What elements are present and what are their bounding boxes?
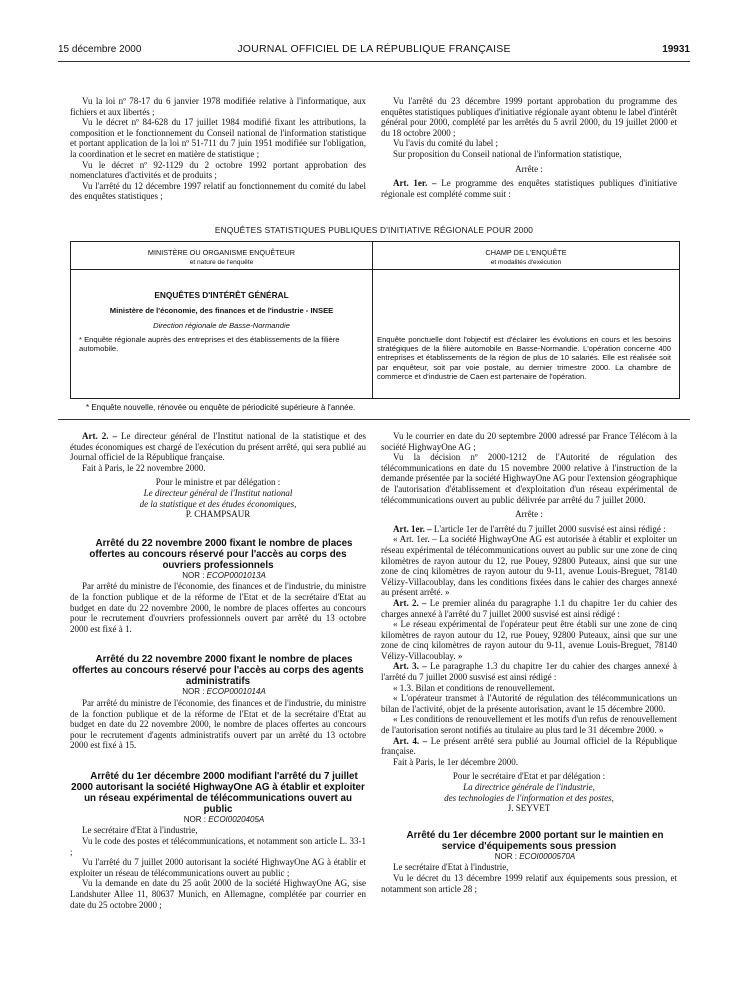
- nor-reference: NOR : ECOP0001014A: [182, 687, 266, 697]
- nor-reference: NOR : ECOI0000570A: [494, 851, 576, 861]
- article-1-text: Le programme des enquêtes statistiques publiques d'initiative régionale est complété comme suit :: [381, 178, 677, 199]
- table-title: ENQUÊTES STATISTIQUES PUBLIQUES D'INITIATIVE RÉGIONALE POUR 2000: [214, 225, 534, 235]
- top-right-column: [381, 96, 677, 199]
- fait-a-paris: Fait à Paris, le 22 novembre 2000.: [82, 462, 206, 473]
- signature-title: des technologies de l'information et des postes,: [444, 792, 614, 803]
- article-1: Art. 1er. – L'article 1er de l'arrêté du 7 juillet 2000 susvisé est ainsi rédigé :: [393, 523, 666, 534]
- decree-paragraph: Le secrétaire d'Etat à l'industrie,: [82, 825, 198, 836]
- article-1-label: Art. 1er. –: [393, 178, 437, 189]
- decree-title: Arrêté du 1er décembre 2000 portant sur le maintien en service d'équipements sous pression: [406, 829, 664, 852]
- table-direction: Direction régionale de Basse-Normandie: [153, 321, 290, 330]
- visa-paragraph: Vu l'arrêté du 23 décembre 1999 portant approbation du programme des enquêtes statistiques publiques d'initiative régionale ayant obtenu le label d'intérêt général pour 2000, complété par les arrêtés du 5 avril 2000, du 19 juillet 2000 et du 18 octobre 2000 ;: [381, 96, 677, 138]
- article-3-quote: « L'opérateur transmet à l'Autorité de régulation des télécommunications un bilan de l'activité, objet de la présente autorisation, avant le 15 décembre 2000.: [381, 693, 677, 714]
- signature-title: Le directeur général de l'Institut national: [143, 487, 293, 498]
- header-rule: [58, 61, 690, 62]
- bottom-left-column: [70, 431, 366, 910]
- article-3-quote: « 1.3. Bilan et conditions de renouvellement.: [393, 682, 555, 693]
- visa-paragraph: Vu le décret nº 92-1129 du 2 octobre 1992 portant approbation des nomenclatures d'activités et de produits ;: [70, 159, 366, 181]
- issue-date: 15 décembre 2000: [58, 44, 142, 55]
- visa-paragraph: Vu l'arrêté du 12 décembre 1997 relatif au fonctionnement du comité du label des enquêtes statistiques ;: [70, 180, 366, 202]
- top-left-column: [70, 96, 366, 202]
- signatory: J. SEYVET: [507, 803, 551, 814]
- nor-reference: NOR : ECOP0001013A: [182, 570, 266, 580]
- journal-title: JOURNAL OFFICIEL DE LA RÉPUBLIQUE FRANÇAISE: [237, 43, 511, 55]
- table-survey-scope: Enquête ponctuelle dont l'objectif est d'éclairer les évolutions en cours et les besoins stratégiques de la filière automobile en Basse-Normandie. L'opération concerne 400 entreprises et établissements de la région de plus de 10 salariés. Elle est réalisée soit par enquêteur, soit par voie postale, au dernier trimestre 2000. La chambre de commerce et d'industrie de Caen est partenaire de l'opération.: [377, 335, 671, 381]
- table-header-col1: MINISTÈRE OU ORGANISME ENQUÊTEUR et nature de l'enquête: [147, 248, 296, 266]
- article-2-quote: « Le réseau expérimental de l'opérateur peut être établi sur une zone de cinq kilomètres de rayon autour du 12, rue Pouey, 92800 Puteaux, ainsi que sur une zone de cinq kilomètres de rayon autour du 9-11, avenue Louis-Breguet, 78140 Vélizy-Villacoublay. »: [381, 619, 677, 661]
- fait-a-paris: Fait à Paris, le 1er décembre 2000.: [393, 756, 518, 767]
- article-1-quote: « Art. 1er. – La société HighwayOne AG est autorisée à établir et exploiter un réseau expérimental de télécommunications ouvert au public sur une zone de cinq kilomètres de rayon autour du 12, rue Pouey, 92800 Puteaux, ainsi que sur une zone de cinq kilomètres de rayon autour du 9-11, avenue Louis-Breguet, 78140 Vélizy-Villacoublay, dans les conditions fixées dans le cahier des charges annexé au présent arrêté. »: [381, 534, 677, 598]
- signature-title: de la statistique et des études économiques,: [139, 498, 297, 509]
- article-1: [381, 178, 677, 199]
- page-number: 19931: [662, 44, 690, 55]
- article-4: Art. 4. – Le présent arrêté sera publié au Journal officiel de la République française.: [381, 735, 677, 757]
- article-3-quote: « Les conditions de renouvellement et les motifs d'un refus de renouvellement de l'autorisation seront notifiés au titulaire au plus tard le 31 décembre 2000. »: [381, 714, 677, 736]
- decree-title: Arrêté du 1er décembre 2000 modifiant l'arrêté du 7 juillet 2000 autorisant la société HighwayOne AG à établir et exploiter un réseau expérimental de télécommunications ouvert au public: [71, 770, 365, 815]
- table-ministry: Ministère de l'économie, des finances et de l'industrie - INSEE: [109, 306, 334, 315]
- table-section-title: ENQUÊTES D'INTÉRÊT GÉNÉRAL: [154, 290, 289, 300]
- decree-paragraph: Le secrétaire d'Etat à l'industrie,: [393, 862, 509, 873]
- visa-paragraph: Vu le décret nº 84-628 du 17 juillet 1984 modifié fixant les attributions, la composition et le fonctionnement du Conseil national de l'information statistique et portant application de la loi nº 51-711 du 7 juin 1951 modifiée sur l'obligation, la coordination et le secret en matière de statistique ;: [70, 117, 366, 159]
- survey-table: [70, 241, 680, 399]
- decree-paragraph: Vu l'arrêté du 7 juillet 2000 autorisant la société HighwayOne AG à établir et exploiter un réseau de télécommunications ouvert au public ;: [70, 857, 366, 878]
- table-footnote: * Enquête nouvelle, rénovée ou enquête de périodicité supérieure à l'année.: [86, 403, 356, 412]
- article-2: Art. 2. – Le premier alinéa du paragraphe 1.1 du chapitre 1er du cahier des charges annexé à l'arrêté du 7 juillet 2000 susvisé est ainsi rédigé :: [381, 597, 678, 619]
- signature-line: Pour le secrétaire d'Etat et par délégation :: [452, 771, 606, 782]
- signature-title: La directrice générale de l'industrie,: [463, 782, 595, 792]
- visa-paragraph: Vu le courrier en date du 20 septembre 2000 adressé par France Télécom à la société HighwayOne AG ;: [381, 431, 677, 452]
- article-2: Art. 2. – Le directeur général de l'Institut national de la statistique et des études économiques est chargé de l'exécution du présent arrêté, qui sera publié au Journal officiel de la République française.: [70, 431, 366, 463]
- arrete-label: Arrête :: [515, 509, 543, 520]
- visa-paragraph: Vu l'avis du comité du label ;: [393, 138, 499, 149]
- visa-paragraph: Vu la décision nº 2000-1212 de l'Autorité de régulation des télécommunications en date du 15 novembre 2000 relative à l'instruction de la demande présentée par la société HighwayOne AG pour l'extension géographique de l'autorisation d'établissement et d'exploitation d'un réseau expérimental de télécommunications ouvert au public délivrée par arrêté du 7 juillet 2000.: [381, 452, 677, 505]
- decree-paragraph: Vu le décret du 13 décembre 1999 relatif aux équipements sous pression, et notamment son article 28 ;: [381, 872, 677, 894]
- arrete-label: Arrête :: [515, 163, 543, 174]
- signatory: P. CHAMPSAUR: [185, 509, 251, 520]
- page-header: [58, 44, 690, 58]
- nor-reference: NOR : ECOI0020405A: [183, 814, 265, 824]
- section-rule: [58, 419, 690, 420]
- signature-line: Pour le ministre et par délégation :: [155, 477, 281, 488]
- table-header-divider: [71, 269, 679, 270]
- decree-title: Arrêté du 22 novembre 2000 fixant le nombre de places offertes au concours réservé pour l'accès au corps des ouvriers professionnels: [89, 537, 353, 571]
- decree-title: Arrêté du 22 novembre 2000 fixant le nombre de places offertes au concours réservé pour l'accès au corps des agents administratifs: [72, 654, 364, 688]
- bottom-right-column: [381, 431, 677, 894]
- decree-paragraph: Vu le code des postes et télécommunications, et notamment son article L. 33-1 ;: [70, 836, 366, 857]
- article-3: Art. 3. – Le paragraphe 1.3 du chapitre 1er du cahier des charges annexé à l'arrêté du 7 juillet 2000 susvisé est ainsi rédigé :: [381, 661, 677, 683]
- table-header-col2: CHAMP DE L'ENQUÊTE et modalités d'exécution: [485, 248, 567, 266]
- decree-text: Par arrêté du ministre de l'économie, des finances et de l'industrie, du ministre de la fonction publique et de la réforme de l'Etat et de la secrétaire d'Etat au budget en date du 22 novembre 2000, le nombre de places offertes au concours pour le recrutement d'agents administratifs ouvert par un arrêté du 13 octobre 2000 est fixé à 15.: [70, 697, 366, 751]
- decree-text: Par arrêté du ministre de l'économie, des finances et de l'industrie, du ministre de la fonction publique et de la réforme de l'Etat et de la secrétaire d'Etat au budget en date du 22 novembre 2000, le nombre de places offertes au concours pour le recrutement d'ouvriers professionnels ouvert par arrêté du 13 octobre 2000 est fixé à 1.: [70, 581, 366, 634]
- visa-paragraph: Sur proposition du Conseil national de l'information statistique,: [393, 148, 622, 159]
- table-survey-nature: * Enquête régionale auprès des entreprises et des établissements de la filière automobile.: [79, 335, 340, 354]
- visa-paragraph: Vu la loi nº 78-17 du 6 janvier 1978 modifiée relative à l'informatique, aux fichiers et aux libertés ;: [70, 96, 366, 117]
- decree-paragraph: Vu la demande en date du 25 août 2000 de la société HighwayOne AG, sise Landshuter Allee 11, 80637 Munich, en Allemagne, complétée par courrier en date du 25 octobre 2000 ;: [70, 878, 366, 910]
